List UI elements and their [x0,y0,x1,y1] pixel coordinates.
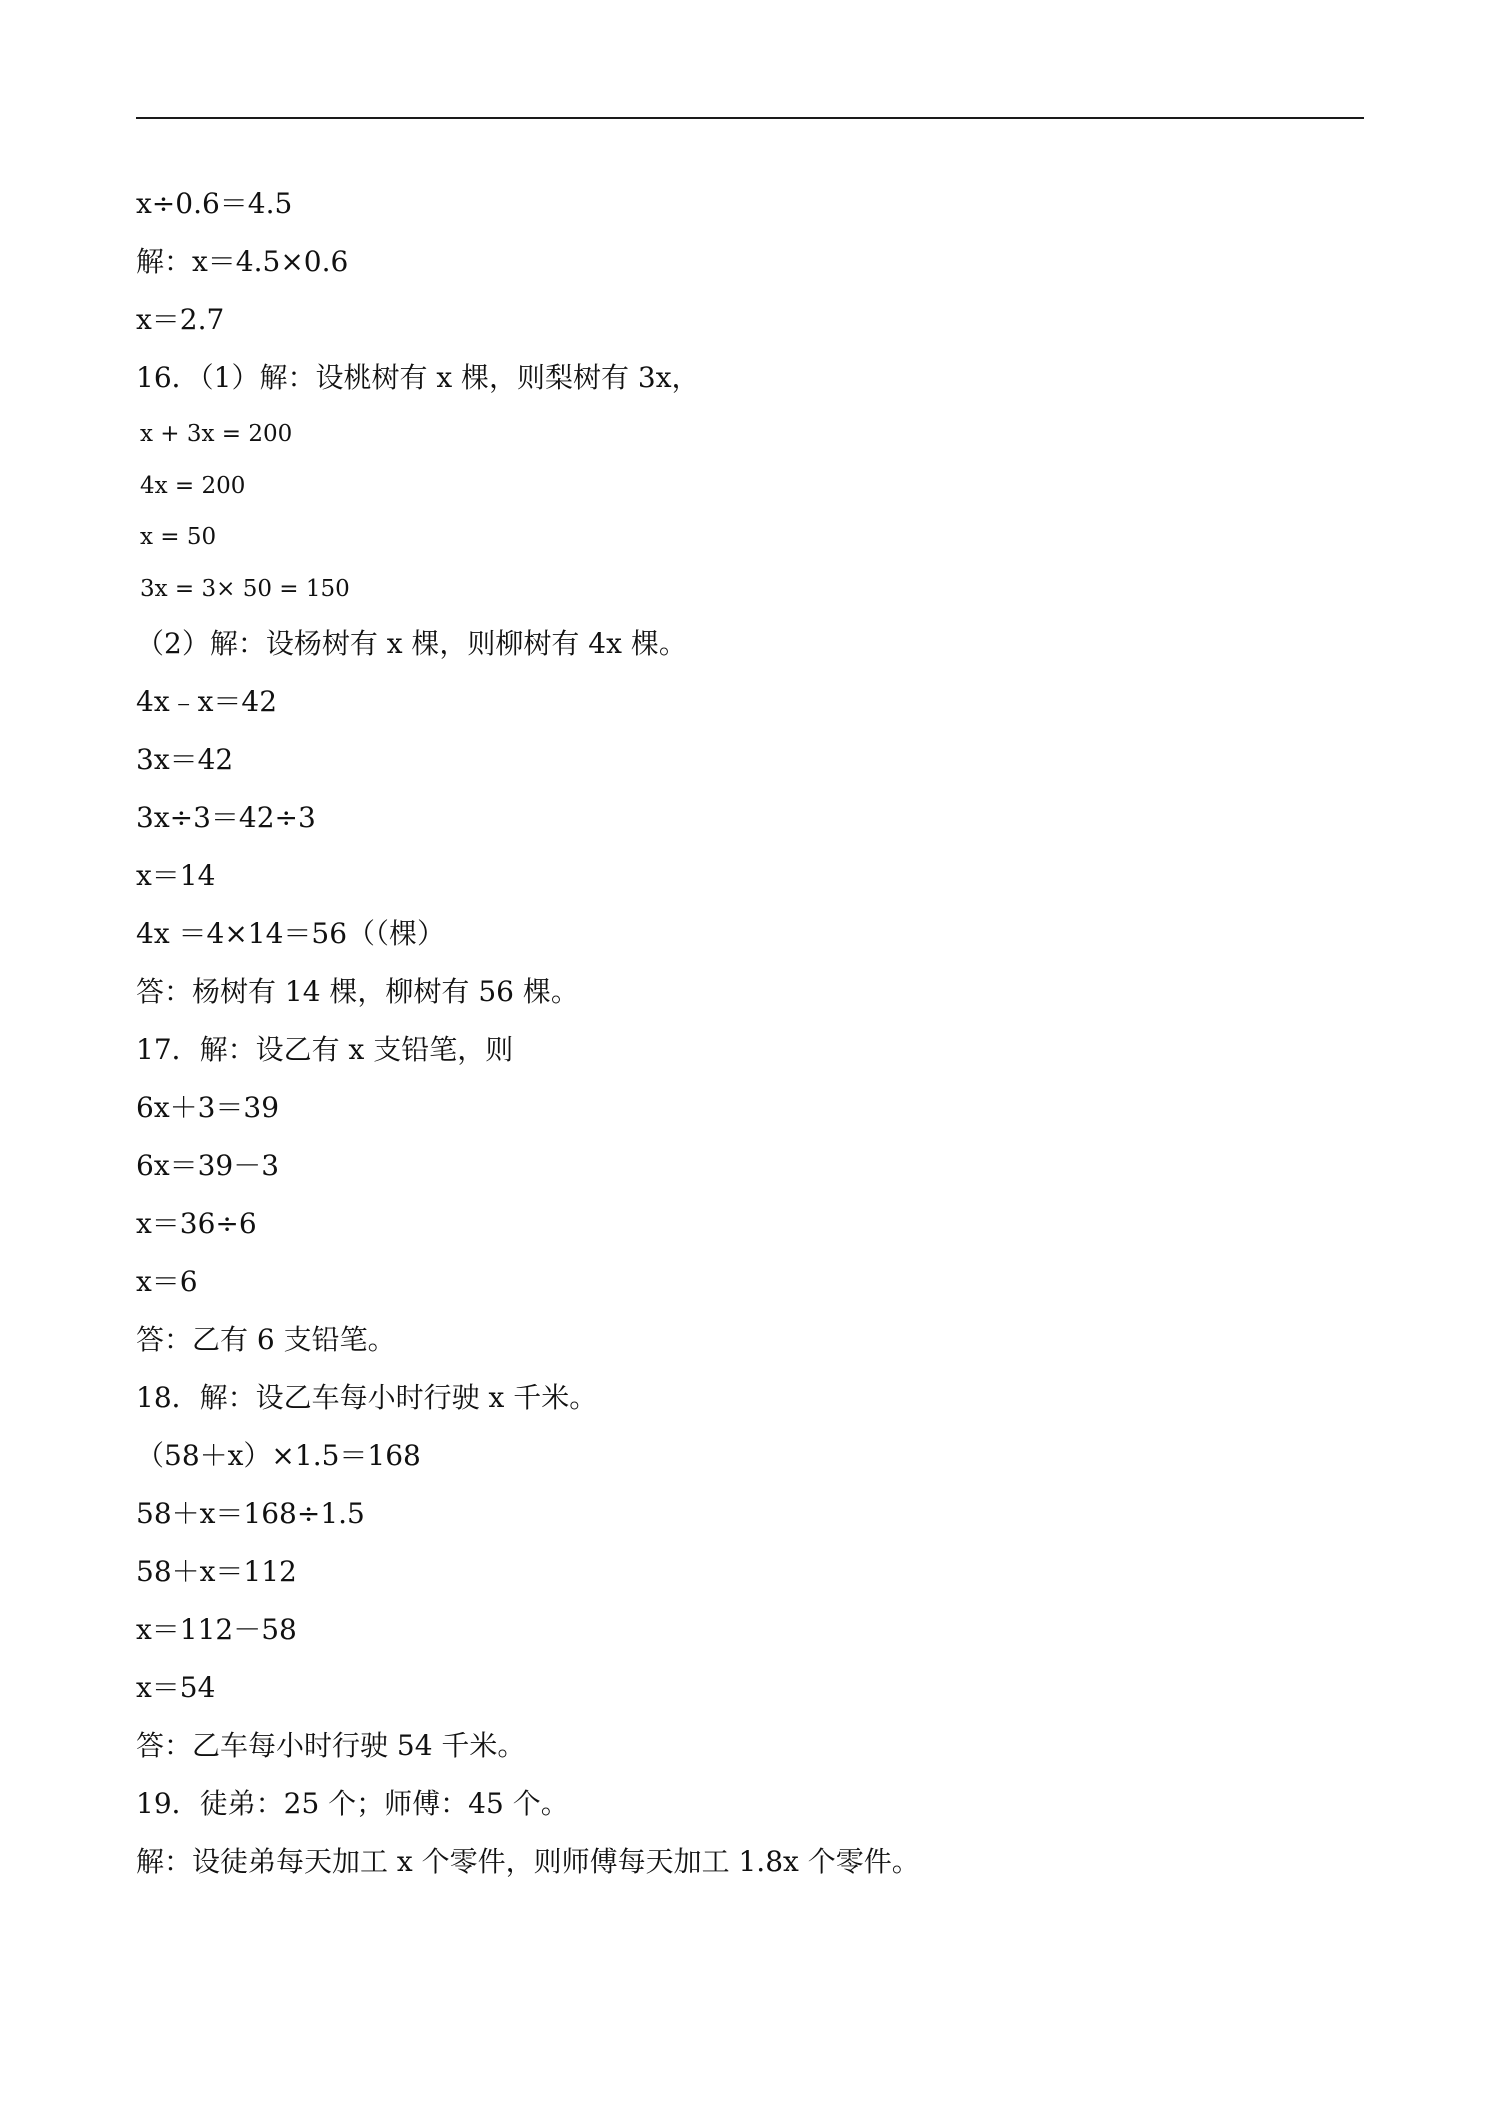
equation-line: x＝2.7 [136,303,225,336]
problem-16-part-2: （2）解：设杨树有 x 棵，则柳树有 4x 棵。 [136,627,687,660]
equation-line: x＝14 [136,859,216,892]
math-formula-line: 4x = 200 [140,472,246,499]
math-formula-line: x + 3x = 200 [140,421,293,447]
answer-line: 答：乙有 6 支铅笔。 [136,1323,396,1356]
solution-line: 解：x＝4.5×0.6 [136,245,349,278]
math-formula-line: x = 50 [140,524,217,550]
equation-line: x＝112－58 [136,1613,297,1646]
equation-line: x÷0.6＝4.5 [136,187,293,220]
equation-line: （58＋x）×1.5＝168 [136,1439,421,1472]
problem-16-heading: 16．（1）解：设桃树有 x 棵，则梨树有 3x， [136,361,700,394]
equation-line: 4x﹣x＝42 [136,685,278,718]
math-formula-line: 3x = 3× 50 = 150 [140,575,350,602]
problem-19-heading: 19．徒弟：25 个；师傅：45 个。 [136,1787,569,1820]
equation-line: x＝36÷6 [136,1207,257,1240]
equation-line: 6x＝39－3 [136,1149,280,1182]
solution-line: 解：设徒弟每天加工 x 个零件，则师傅每天加工 1.8x 个零件。 [136,1845,920,1878]
equation-line: x＝54 [136,1671,216,1704]
problem-17-heading: 17．解：设乙有 x 支铅笔，则 [136,1033,514,1066]
problem-18-heading: 18．解：设乙车每小时行驶 x 千米。 [136,1381,598,1414]
document-body [136,175,1364,1891]
header-rule [136,117,1364,119]
equation-line: 3x＝42 [136,743,234,776]
answer-line: 答：杨树有 14 棵，柳树有 56 棵。 [136,975,579,1008]
equation-line: 4x ＝4×14＝56（（棵） [136,917,446,950]
equation-line: x＝6 [136,1265,198,1298]
equation-line: 6x＋3＝39 [136,1091,280,1124]
equation-line: 58＋x＝112 [136,1555,297,1588]
answer-line: 答：乙车每小时行驶 54 千米。 [136,1729,526,1762]
equation-line: 58＋x＝168÷1.5 [136,1497,365,1530]
equation-line: 3x÷3＝42÷3 [136,801,316,834]
